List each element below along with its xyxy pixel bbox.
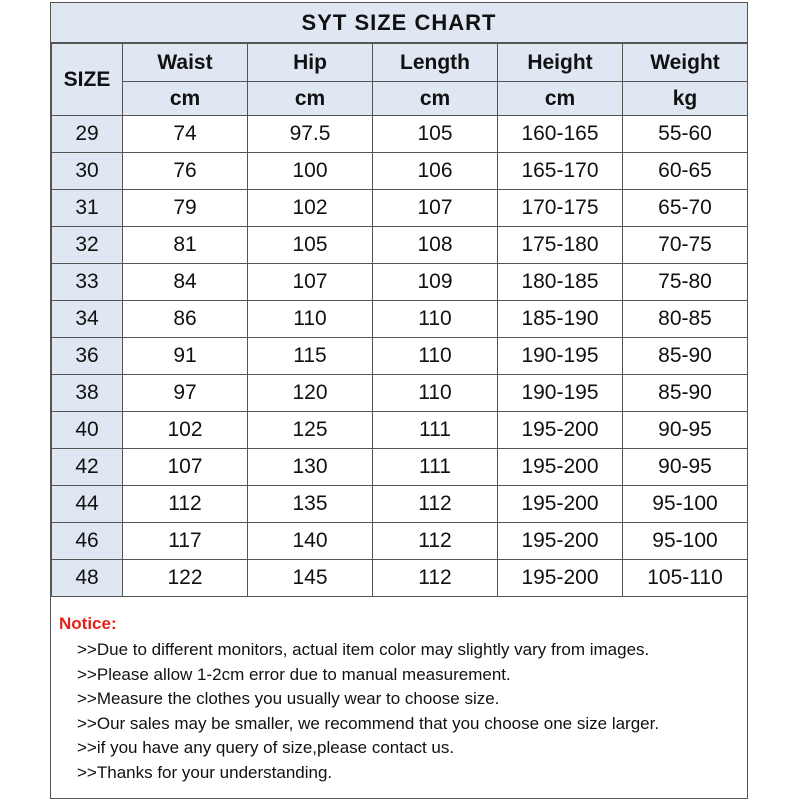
- column-header-hip: Hip: [248, 44, 373, 82]
- table-row: [52, 264, 748, 301]
- length-cell: 109: [373, 264, 498, 301]
- notice-section: [51, 600, 747, 798]
- notice-list: [77, 638, 659, 785]
- hip-cell: 107: [248, 264, 373, 301]
- size-cell: 46: [52, 523, 123, 560]
- height-cell: 195-200: [498, 412, 623, 449]
- hip-cell: 102: [248, 190, 373, 227]
- height-cell: 160-165: [498, 116, 623, 153]
- waist-cell: 74: [123, 116, 248, 153]
- notice-item: >>Measure the clothes you usually wear to choose size.: [77, 689, 500, 708]
- table-row: [52, 560, 748, 597]
- column-header-height: Height: [498, 44, 623, 82]
- unit-hip: cm: [248, 82, 373, 116]
- column-header-weight: Weight: [623, 44, 748, 82]
- weight-cell: 75-80: [623, 264, 748, 301]
- table-row: [52, 116, 748, 153]
- waist-cell: 117: [123, 523, 248, 560]
- table-row: [52, 412, 748, 449]
- weight-cell: 60-65: [623, 153, 748, 190]
- height-cell: 185-190: [498, 301, 623, 338]
- waist-cell: 107: [123, 449, 248, 486]
- unit-weight: kg: [623, 82, 748, 116]
- weight-cell: 85-90: [623, 338, 748, 375]
- hip-cell: 105: [248, 227, 373, 264]
- size-cell: 40: [52, 412, 123, 449]
- size-cell: 33: [52, 264, 123, 301]
- table-row: [52, 449, 748, 486]
- hip-cell: 135: [248, 486, 373, 523]
- notice-item: >>Our sales may be smaller, we recommend that you choose one size larger.: [77, 713, 660, 733]
- hip-cell: 100: [248, 153, 373, 190]
- waist-cell: 91: [123, 338, 248, 375]
- height-cell: 195-200: [498, 523, 623, 560]
- height-cell: 190-195: [498, 375, 623, 412]
- hip-cell: 97.5: [248, 116, 373, 153]
- height-cell: 190-195: [498, 338, 623, 375]
- waist-cell: 76: [123, 153, 248, 190]
- size-chart: [50, 2, 748, 799]
- size-cell: 48: [52, 560, 123, 597]
- weight-cell: 90-95: [623, 449, 748, 486]
- notice-item: >>if you have any query of size,please contact us.: [77, 738, 455, 757]
- length-cell: 110: [373, 301, 498, 338]
- waist-cell: 97: [123, 375, 248, 412]
- size-cell: 32: [52, 227, 123, 264]
- length-cell: 112: [373, 486, 498, 523]
- length-cell: 111: [373, 449, 498, 486]
- weight-cell: 95-100: [623, 523, 748, 560]
- table-row: [52, 338, 748, 375]
- table-row: [52, 523, 748, 560]
- notice-title: Notice:: [59, 614, 117, 633]
- hip-cell: 110: [248, 301, 373, 338]
- unit-row: [52, 82, 748, 116]
- header-row: [52, 44, 748, 82]
- weight-cell: 105-110: [623, 560, 748, 597]
- notice-item: >>Thanks for your understanding.: [77, 762, 333, 782]
- height-cell: 180-185: [498, 264, 623, 301]
- table-row: [52, 227, 748, 264]
- length-cell: 106: [373, 153, 498, 190]
- size-column-header: SIZE: [52, 44, 123, 116]
- waist-cell: 112: [123, 486, 248, 523]
- length-cell: 111: [373, 412, 498, 449]
- chart-title: SYT SIZE CHART: [51, 3, 747, 43]
- notice-item: >>Please allow 1-2cm error due to manual measurement.: [77, 664, 511, 684]
- size-table: [51, 43, 748, 597]
- weight-cell: 95-100: [623, 486, 748, 523]
- size-cell: 36: [52, 338, 123, 375]
- waist-cell: 102: [123, 412, 248, 449]
- weight-cell: 85-90: [623, 375, 748, 412]
- weight-cell: 65-70: [623, 190, 748, 227]
- weight-cell: 70-75: [623, 227, 748, 264]
- size-cell: 44: [52, 486, 123, 523]
- weight-cell: 80-85: [623, 301, 748, 338]
- table-row: [52, 486, 748, 523]
- length-cell: 107: [373, 190, 498, 227]
- height-cell: 165-170: [498, 153, 623, 190]
- hip-cell: 145: [248, 560, 373, 597]
- table-row: [52, 301, 748, 338]
- unit-length: cm: [373, 82, 498, 116]
- waist-cell: 81: [123, 227, 248, 264]
- table-row: [52, 375, 748, 412]
- length-cell: 110: [373, 375, 498, 412]
- size-cell: 34: [52, 301, 123, 338]
- hip-cell: 130: [248, 449, 373, 486]
- waist-cell: 79: [123, 190, 248, 227]
- waist-cell: 122: [123, 560, 248, 597]
- length-cell: 108: [373, 227, 498, 264]
- length-cell: 112: [373, 523, 498, 560]
- waist-cell: 86: [123, 301, 248, 338]
- length-cell: 112: [373, 560, 498, 597]
- length-cell: 110: [373, 338, 498, 375]
- size-cell: 42: [52, 449, 123, 486]
- unit-waist: cm: [123, 82, 248, 116]
- hip-cell: 125: [248, 412, 373, 449]
- size-cell: 31: [52, 190, 123, 227]
- hip-cell: 115: [248, 338, 373, 375]
- length-cell: 105: [373, 116, 498, 153]
- size-cell: 29: [52, 116, 123, 153]
- hip-cell: 140: [248, 523, 373, 560]
- size-cell: 30: [52, 153, 123, 190]
- waist-cell: 84: [123, 264, 248, 301]
- column-header-waist: Waist: [123, 44, 248, 82]
- hip-cell: 120: [248, 375, 373, 412]
- size-cell: 38: [52, 375, 123, 412]
- column-header-length: Length: [373, 44, 498, 82]
- weight-cell: 90-95: [623, 412, 748, 449]
- table-row: [52, 153, 748, 190]
- table-row: [52, 190, 748, 227]
- weight-cell: 55-60: [623, 116, 748, 153]
- height-cell: 195-200: [498, 449, 623, 486]
- height-cell: 175-180: [498, 227, 623, 264]
- height-cell: 195-200: [498, 560, 623, 597]
- notice-item: >>Due to different monitors, actual item color may slightly vary from images.: [77, 640, 650, 659]
- height-cell: 170-175: [498, 190, 623, 227]
- height-cell: 195-200: [498, 486, 623, 523]
- unit-height: cm: [498, 82, 623, 116]
